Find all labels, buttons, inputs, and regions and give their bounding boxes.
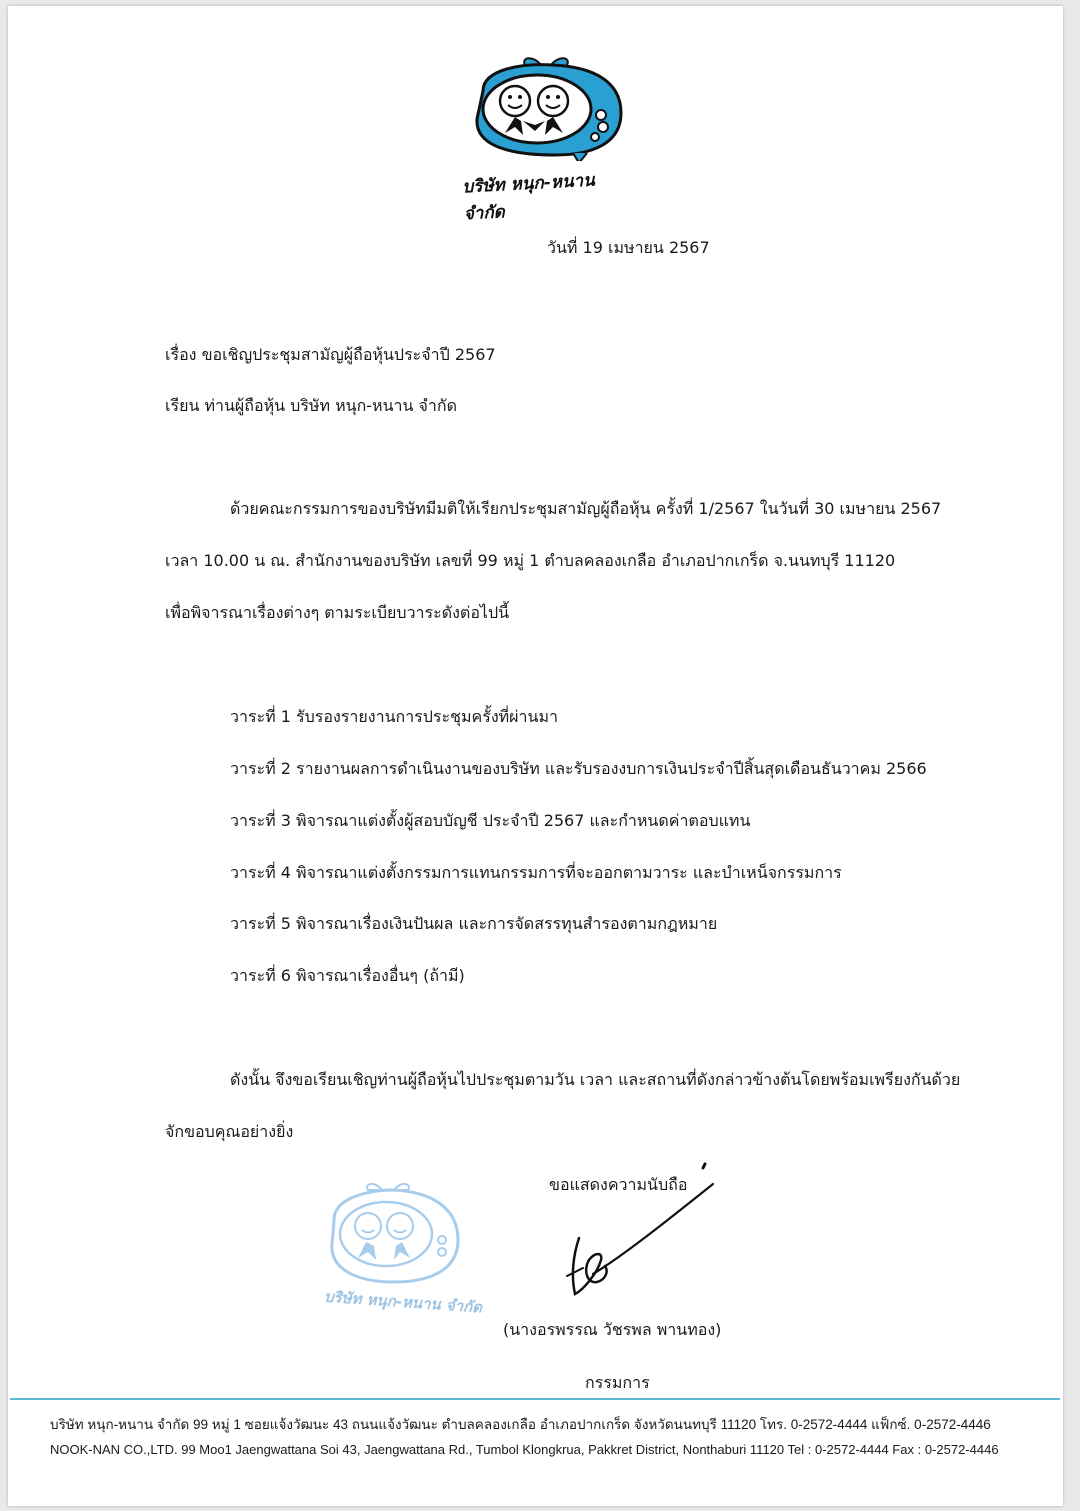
letter-date: วันที่ 19 เมษายน 2567 xyxy=(547,238,710,257)
stamp-mascot-icon xyxy=(318,1178,468,1288)
body-line-3: เพื่อพิจารณาเรื่องต่างๆ ตามระเบียบวาระดังต่อไปนี้ xyxy=(165,603,510,622)
letter-recipient: เรียน ท่านผู้ถือหุ้น บริษัท หนุก-หนาน จำกัด xyxy=(165,396,457,415)
logo-company-name: บริษัท หนุก-หนาน จำกัด xyxy=(461,170,596,225)
handwritten-signature xyxy=(553,1156,773,1306)
signatory-position: กรรมการ xyxy=(585,1373,650,1392)
body-line-2: เวลา 10.00 น ณ. สำนักงานของบริษัท เลขที่ 99 หมู่ 1 ตำบลคลองเกลือ อำเภอปากเกร็ด จ.นนทบุรี 11120 xyxy=(165,551,896,570)
company-logo xyxy=(461,51,633,225)
regards-text: ขอแสดงความนับถือ xyxy=(549,1175,688,1194)
closing-line-2: จักขอบคุณอย่างยิ่ง xyxy=(165,1122,294,1141)
agenda-item: วาระที่ 6 พิจารณาเรื่องอื่นๆ (ถ้ามี) xyxy=(230,966,465,985)
tv-mascot-icon xyxy=(463,51,633,161)
agenda-item: วาระที่ 1 รับรองรายงานการประชุมครั้งที่ผ่านมา xyxy=(230,707,559,726)
closing-line-1: ดังนั้น จึงขอเรียนเชิญท่านผู้ถือหุ้นไปประชุมตามวัน เวลา และสถานที่ดังกล่าวข้างต้นโดยพร้อมเพรียงกันด้วย xyxy=(230,1070,961,1089)
signatory-name: (นางอรพรรณ วัชรพล พานทอง) xyxy=(503,1320,722,1339)
footer-address-thai: บริษัท หนุก-หนาน จำกัด 99 หมู่ 1 ซอยแจ้งวัฒนะ 43 ถนนแจ้งวัฒนะ ตำบลคลองเกลือ อำเภอปากเกร็ด จังหวัดนนทบุรี 11120 โทร. 0-2572-4444 แฟ็กซ์. 0-2572-4446 xyxy=(50,1417,991,1432)
agenda-item: วาระที่ 2 รายงานผลการดำเนินงานของบริษัท และรับรองงบการเงินประจำปีสิ้นสุดเดือนธันวาคม 2566 xyxy=(230,759,927,778)
letter-subject: เรื่อง ขอเชิญประชุมสามัญผู้ถือหุ้นประจำปี 2567 xyxy=(165,345,496,364)
footer-address-english: NOOK-NAN CO.,LTD. 99 Moo1 Jaengwattana Soi 43, Jaengwattana Rd., Tumbol Klongkrua, Pakkret District, Nonthaburi 11120 Tel : 0-2572-4444 Fax : 0-2572-4446 xyxy=(50,1442,999,1457)
stamp-text: บริษัท หนุก-หนาน จำกัด xyxy=(323,1287,483,1317)
agenda-item: วาระที่ 5 พิจารณาเรื่องเงินปันผล และการจัดสรรทุนสำรองตามกฎหมาย xyxy=(230,914,718,933)
company-stamp xyxy=(318,1178,488,1328)
footer-divider xyxy=(10,1398,1060,1400)
document-page xyxy=(8,6,1063,1506)
agenda-item: วาระที่ 3 พิจารณาแต่งตั้งผู้สอบบัญชี ประจำปี 2567 และกำหนดค่าตอบแทน xyxy=(230,811,751,830)
body-line-1: ด้วยคณะกรรมการของบริษัทมีมติให้เรียกประชุมสามัญผู้ถือหุ้น ครั้งที่ 1/2567 ในวันที่ 30 เมษายน 2567 xyxy=(230,499,942,518)
agenda-item: วาระที่ 4 พิจารณาแต่งตั้งกรรมการแทนกรรมการที่จะออกตามวาระ และบำเหน็จกรรมการ xyxy=(230,863,842,882)
